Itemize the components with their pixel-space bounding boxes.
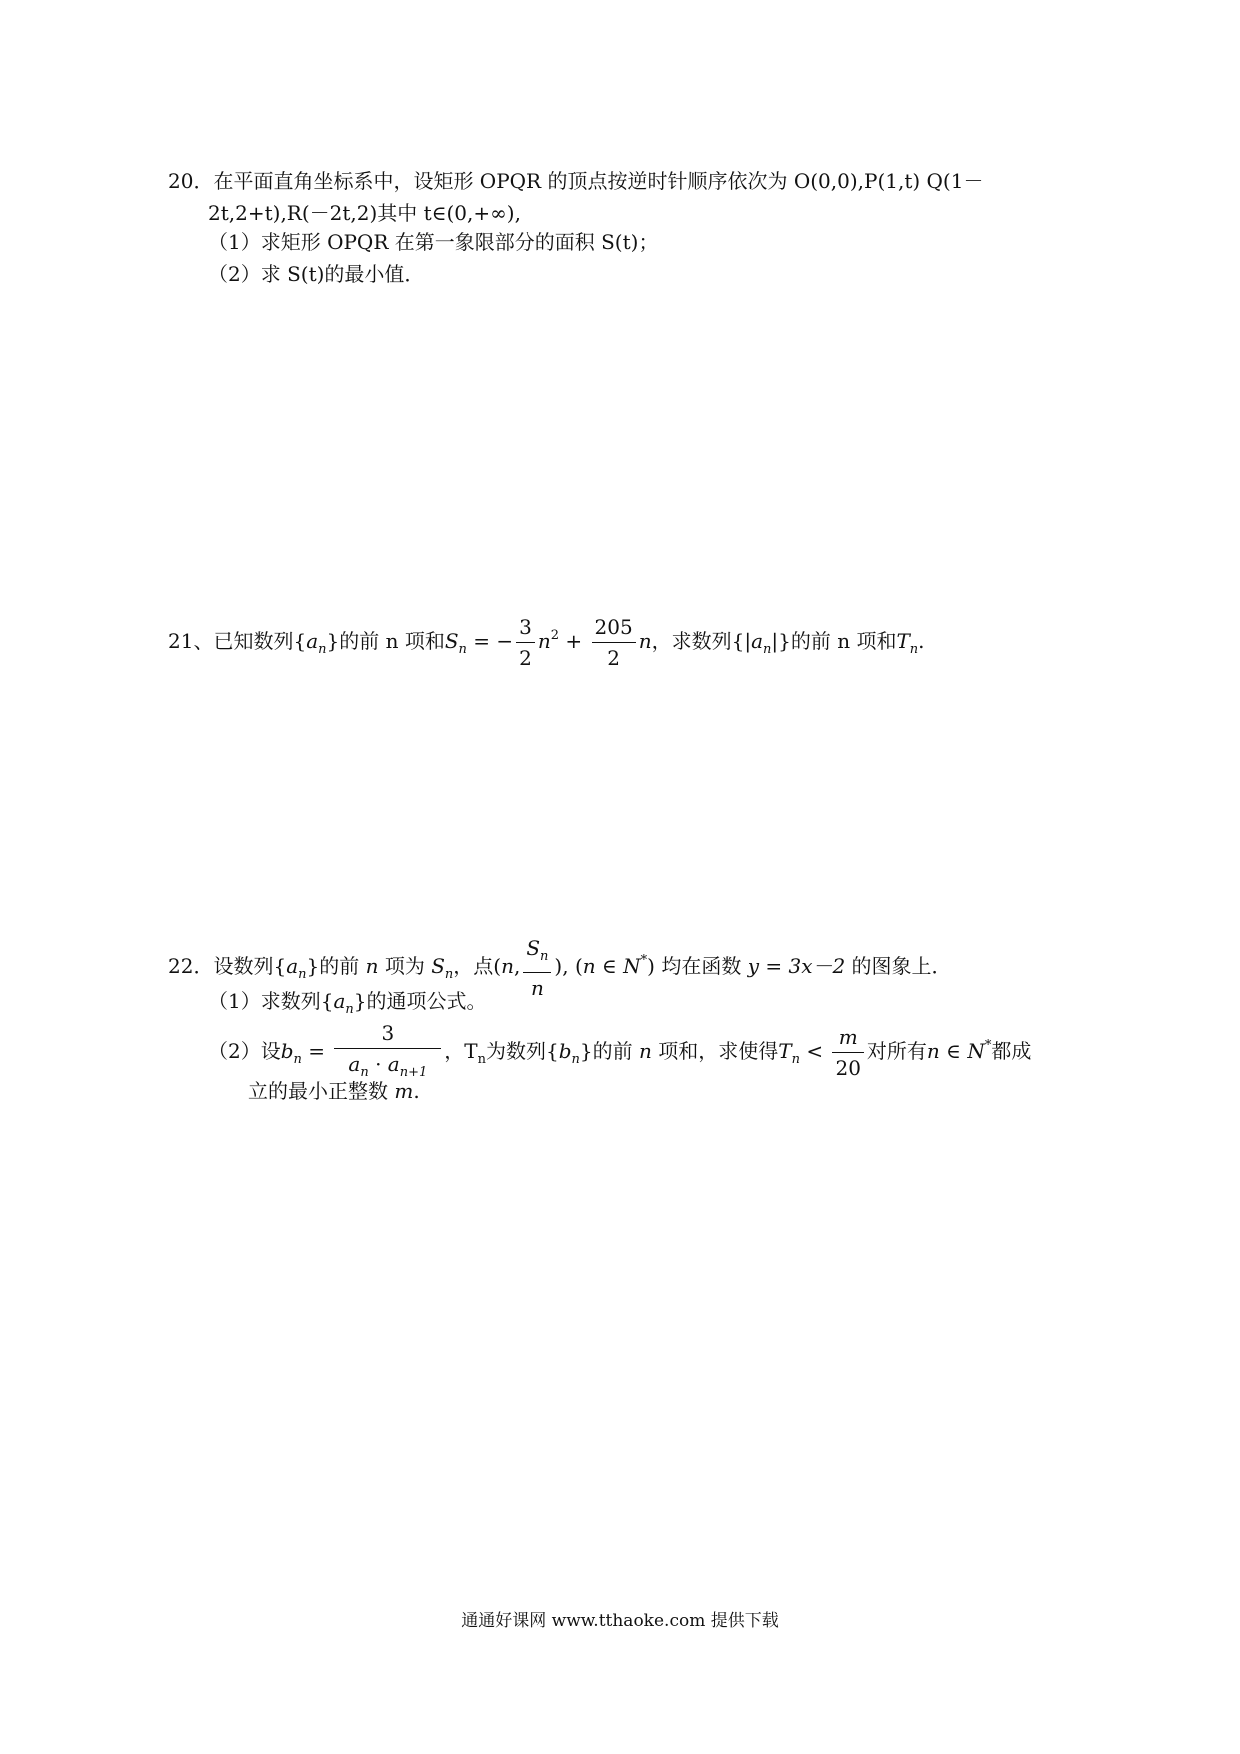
p22-T: T <box>778 1039 792 1063</box>
p22-mid1: }的前 <box>306 954 366 978</box>
p22-nin: n <box>582 954 596 978</box>
p22-bfrac-a2-sub: n+1 <box>399 1064 428 1080</box>
p22-in: ∈ <box>595 954 624 978</box>
p22-m2: m <box>394 1079 414 1103</box>
p22-mid6: 为数列{ <box>486 1039 559 1063</box>
p22-N: N <box>623 954 641 978</box>
p21-n2: n <box>537 629 551 653</box>
p21-T-sub: n <box>909 642 919 657</box>
p22-part1-lead: （1）求数列{ <box>208 989 334 1013</box>
problem-20-part-1: （1）求矩形 OPQR 在第一象限部分的面积 S(t)； <box>208 230 659 254</box>
p21-S: S <box>444 629 459 653</box>
p21-abs-a-sub: n <box>763 642 772 657</box>
p22-bfrac-num: 3 <box>381 1020 395 1045</box>
p21-plus: + <box>559 629 589 653</box>
p22-n-all: n <box>926 1039 940 1063</box>
p22-in2: ∈ <box>939 1039 968 1063</box>
p21-mid3: |}的前 n 项和 <box>771 629 897 653</box>
p21-frac2-num: 205 <box>594 615 633 639</box>
p22-frac3-num: m <box>838 1025 858 1049</box>
p22-bfrac-dot: · <box>368 1051 388 1076</box>
p22-fracpt-S: S <box>526 935 541 960</box>
problem-20-line-1: 20．在平面直角坐标系中，设矩形 OPQR 的顶点按逆时针顺序依次为 O(0,0),P(1,t) Q(1－ <box>168 169 984 193</box>
p22-pt-open: ( <box>493 954 502 978</box>
p22-mid2: 项为 <box>378 954 432 978</box>
p21-lead: 21、已知数列{ <box>168 629 307 653</box>
p22-bn: b <box>558 1039 572 1063</box>
p22-b: b <box>280 1039 294 1063</box>
p22-bn-sub: n <box>571 1052 580 1067</box>
p22-fraction-point <box>523 935 551 1001</box>
p21-a-sub: n <box>318 642 327 657</box>
p21-eq: = − <box>466 629 514 653</box>
p22-mid4: 均在函数 <box>654 954 748 978</box>
p22-a-sub: n <box>298 967 307 982</box>
p21-fraction-1 <box>516 614 535 671</box>
p22-mid3: ，点 <box>453 954 494 978</box>
p22-n2: n <box>639 1039 652 1063</box>
p21-fraction-2 <box>592 614 636 671</box>
p21-abs-a: a <box>751 629 764 653</box>
p21-frac2-den: 2 <box>592 642 636 671</box>
p22-func: y = 3x－2 <box>747 954 846 978</box>
p22-a: a <box>286 954 299 978</box>
p22-mid9: 对所有 <box>866 1039 927 1063</box>
p22-mid7: }的前 <box>579 1039 640 1063</box>
p22-mid10: 都成 <box>991 1039 1032 1063</box>
p22-end: 的图象上． <box>845 954 952 978</box>
p21-end: . <box>918 629 925 653</box>
problem-22-part-2-cont <box>248 1076 420 1106</box>
p22-bfrac-a1-sub: n <box>360 1064 369 1080</box>
p22-comma: , <box>513 954 521 978</box>
p22-last: 立的最小正整数 <box>248 1079 395 1103</box>
p22-fracpt-num <box>523 935 551 972</box>
p22-part1-end: }的通项公式。 <box>353 989 487 1013</box>
p22-mid5: ，T <box>444 1039 478 1063</box>
p22-S: S <box>431 954 445 978</box>
p22-fraction-m <box>832 1024 863 1081</box>
p22-lead: 22．设数列{ <box>168 954 287 978</box>
problem-20-line-2: 2t,2+t),R(－2t,2)其中 t∈(0,+∞), <box>208 201 521 225</box>
p22-Tn-sub: n <box>477 1052 486 1067</box>
p22-fracpt-den: n <box>523 972 551 1001</box>
p21-square: 2 <box>550 628 560 643</box>
p22-mid8: 项和，求使得 <box>651 1039 779 1063</box>
p21-frac1-num: 3 <box>519 615 532 639</box>
problem-20-part-2: （2）求 S(t)的最小值． <box>208 262 425 286</box>
p21-frac1-den: 2 <box>516 642 535 671</box>
footer-credit: 通通好课网 www.tthaoke.com 提供下载 <box>461 1611 779 1631</box>
p22-n: n <box>365 954 379 978</box>
p21-mid1: }的前 n 项和 <box>326 629 445 653</box>
p21-mid2: ，求数列{| <box>651 629 752 653</box>
p22-close2: ) <box>647 954 655 978</box>
problem-21 <box>168 606 925 680</box>
p21-S-sub: n <box>458 642 467 657</box>
p21-n3: n <box>638 629 652 653</box>
p22-part1-a: a <box>333 989 346 1013</box>
p22-N2: N <box>967 1039 985 1063</box>
p22-part2-lead: （2）设 <box>208 1039 281 1063</box>
p22-bfrac-a1: a <box>348 1051 361 1076</box>
p22-part1-a-sub: n <box>345 1002 354 1017</box>
p22-star: * <box>640 953 648 968</box>
p22-pt-close: ), ( <box>554 954 583 978</box>
p22-eq2: = <box>301 1039 332 1063</box>
p22-frac3-den: 20 <box>832 1052 863 1081</box>
p21-a: a <box>306 629 319 653</box>
p22-b-sub: n <box>293 1052 302 1067</box>
p21-T: T <box>896 629 910 653</box>
p22-S-sub: n <box>444 967 454 982</box>
p22-lt: < <box>799 1039 830 1063</box>
p22-fracpt-S-sub: n <box>540 948 549 964</box>
p22-bfrac-a2: a <box>387 1051 400 1076</box>
p22-dot: . <box>413 1079 420 1103</box>
p22-star2: * <box>984 1038 992 1053</box>
p22-T-sub: n <box>791 1052 800 1067</box>
p22-pt-n: n <box>501 954 514 978</box>
